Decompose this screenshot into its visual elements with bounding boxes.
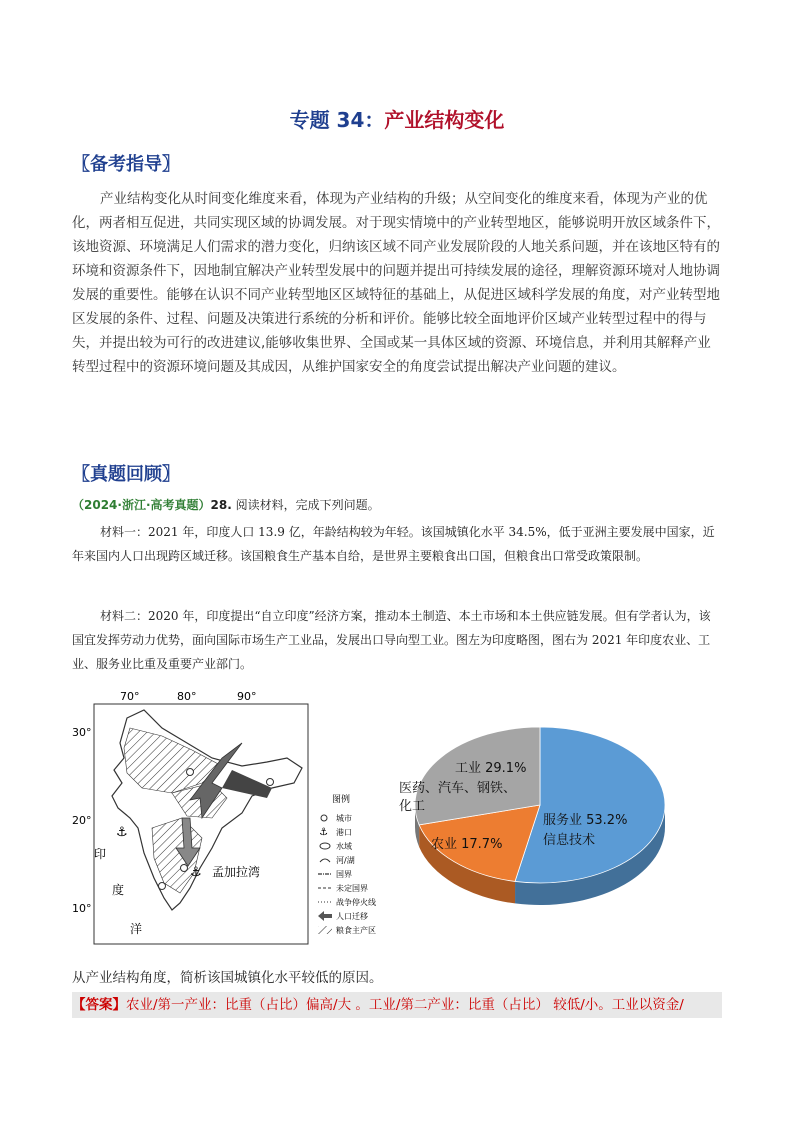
lat-label: 10°: [72, 902, 92, 915]
lat-label: 20°: [72, 814, 92, 827]
question-prompt: 阅读材料，完成下列问题。: [235, 498, 380, 512]
city-marker: [181, 865, 188, 872]
port-icon: ⚓: [116, 825, 128, 840]
question-number: 28.: [210, 498, 232, 512]
pie-sublabel-industry: 化工: [399, 799, 426, 814]
legend-item: 人口迁移: [336, 912, 368, 921]
question-source-line: [72, 496, 380, 513]
port-icon: ⚓: [190, 865, 202, 880]
india-map: [72, 688, 382, 968]
title-main: 产业结构变化: [384, 108, 505, 132]
sea-label: 印: [94, 847, 107, 861]
legend-river-icon: [320, 859, 330, 862]
material-one: 材料一：2021 年，印度人口 13.9 亿，年龄结构较为年轻。该国城镇化水平 34.5%，低于亚洲主要发展中国家，近年来国内人口出现跨区域迁移。该国粮食生产基本自给，是世界主要粮食出口国，但粮食出口常受政策限制。: [72, 525, 715, 563]
pie-sublabel-services: 信息技术: [543, 833, 596, 848]
answer-box: [72, 992, 722, 1018]
sea-label: 洋: [130, 922, 143, 936]
pie-label-agriculture: 农业 17.7%: [431, 837, 503, 852]
legend-item: 战争停火线: [336, 898, 376, 907]
legend-item: 河/湖: [336, 856, 355, 865]
legend-item: 粮食主产区: [336, 926, 376, 935]
legend-city-icon: [321, 815, 327, 821]
guide-paragraph: 产业结构变化从时间变化维度来看，体现为产业结构的升级；从空间变化的维度来看，体现为产业的优化，两者相互促进，共同实现区域的协调发展。对于现实情境中的产业转型地区，能够说明开放区域条件下，该地资源、环境满足人们需求的潜力变化，归纳该区域不同产业发展阶段的人地关系问题，并在该地区特有的环境和资源条件下，因地制宜解决产业转型发展中的问题并提出可持续发展的途径，理解资源环境对人地协调发展的重要性。能够在认识不同产业转型地区区域特征的基础上，从促进区域科学发展的角度，对产业转型地区发展的条件、过程、问题及决策进行系统的分析和评价。能够比较全面地评价区域产业转型过程中的得与失，并提出较为可行的改进建议,能够收集世界、全国或某一具体区域的资源、环境信息，并利用其解释产业转型过程中的资源环境问题及其成因，从维护国家安全的角度尝试提出解决产业问题的建议。: [72, 191, 720, 375]
legend-item: 城市: [336, 814, 352, 823]
city-marker: [187, 769, 194, 776]
bay-label: 孟加拉湾: [212, 865, 261, 879]
pie-top-layer: [415, 727, 665, 883]
pie-sublabel-industry: 医药、汽车、钢铁、: [399, 781, 517, 796]
review-heading: 〖真题回顾〗: [72, 464, 180, 485]
legend-title: 图例: [332, 795, 351, 805]
legend-migration-icon: [318, 911, 332, 921]
industry-pie-chart: [395, 720, 675, 910]
legend-item: 未定国界: [336, 884, 368, 893]
legend-grain-icon: [318, 926, 332, 934]
lon-label: 70°: [120, 690, 140, 703]
lon-label: 90°: [237, 690, 257, 703]
legend-item: 港口: [336, 828, 352, 837]
question-source: （2024·浙江·高考真题）: [72, 498, 211, 512]
sea-label: 度: [112, 883, 125, 897]
legend-item: 水域: [336, 842, 352, 851]
pie-label-industry: 工业 29.1%: [455, 761, 527, 776]
legend-water-icon: [320, 843, 330, 849]
pie-label-services: 服务业 53.2%: [543, 813, 628, 828]
material-two: 材料二：2020 年，印度提出“自立印度”经济方案，推动本土制造、本土市场和本土供应链发展。但有学者认为，该国宜发挥劳动力优势，面向国际市场生产工业品，发展出口导向型工业。图左为印度略图，图右为 2021 年印度农业、工业、服务业比重及重要产业部门。: [72, 609, 711, 671]
guide-heading: 〖备考指导〗: [72, 154, 180, 175]
city-marker: [159, 883, 166, 890]
answer-text: 农业/第一产业：比重（占比）偏高/大 。工业/第二产业：比重（占比） 较低/小。工业以资金/: [126, 997, 684, 1013]
page-title: [0, 104, 794, 133]
title-prefix: 专题 34：: [289, 108, 385, 132]
lat-label: 30°: [72, 726, 92, 739]
city-marker: [267, 779, 274, 786]
question-text: 从产业结构角度，简析该国城镇化水平较低的原因。: [72, 970, 383, 986]
lon-label: 80°: [177, 690, 197, 703]
legend-port-icon: ⚓: [319, 827, 328, 838]
legend-item: 国界: [336, 870, 352, 879]
answer-label: 【答案】: [72, 997, 126, 1013]
